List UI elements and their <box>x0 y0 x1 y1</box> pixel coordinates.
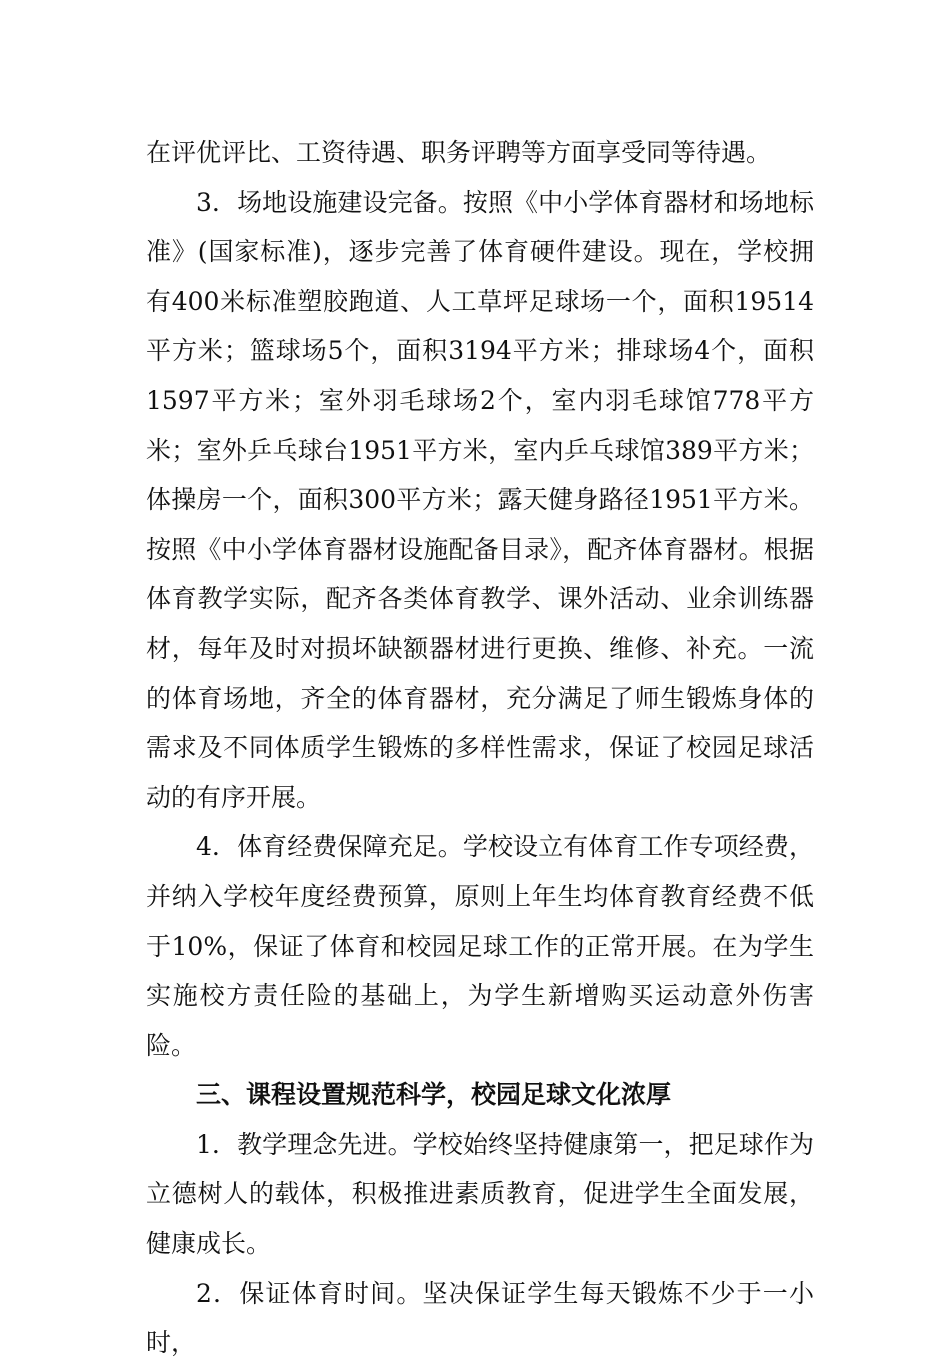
paragraph-funding: 4．体育经费保障充足。学校设立有体育工作专项经费，并纳入学校年度经费预算，原则上年生均体育教育经费不低于10%，保证了体育和校园足球工作的正常开展。在为学生实施校方责任险的基础上，为学生新增购买运动意外伤害险。 <box>146 832 814 1060</box>
section-heading: 三、课程设置规范科学，校园足球文化浓厚 <box>196 1080 672 1110</box>
paragraph-teaching-philosophy: 1．教学理念先进。学校始终坚持健康第一，把足球作为立德树人的载体，积极推进素质教育，促进学生全面发展，健康成长。 <box>146 1129 814 1259</box>
paragraph-pe-time: 2．保证体育时间。坚决保证学生每天锻炼不少于一小时， <box>146 1278 814 1358</box>
paragraph-continuation: 在评优评比、工资待遇、职务评聘等方面享受同等待遇。 <box>146 138 772 167</box>
paragraph-facilities: 3．场地设施建设完备。按照《中小学体育器材和场地标准》(国家标准)，逐步完善了体育硬件建设。现在，学校拥有400米标准塑胶跑道、人工草坪足球场一个，面积19514平方米；篮球场5个，面积3194平方米；排球场4个，面积1597平方米；室外羽毛球场2个，室内羽毛球馆778平方米；室外乒乓球台1951平方米，室内乒乓球馆389平方米；体操房一个，面积300平方米；露天健身路径1951平方米。按照《中小学体育器材设施配备目录》，配齐体育器材。根据体育教学实际，配齐各类体育教学、课外活动、业余训练器材，每年及时对损坏缺额器材进行更换、维修、补充。一流的体育场地，齐全的体育器材，充分满足了师生锻炼身体的需求及不同体质学生锻炼的多样性需求，保证了校园足球活动的有序开展。 <box>146 187 814 812</box>
document-body <box>146 128 814 1368</box>
